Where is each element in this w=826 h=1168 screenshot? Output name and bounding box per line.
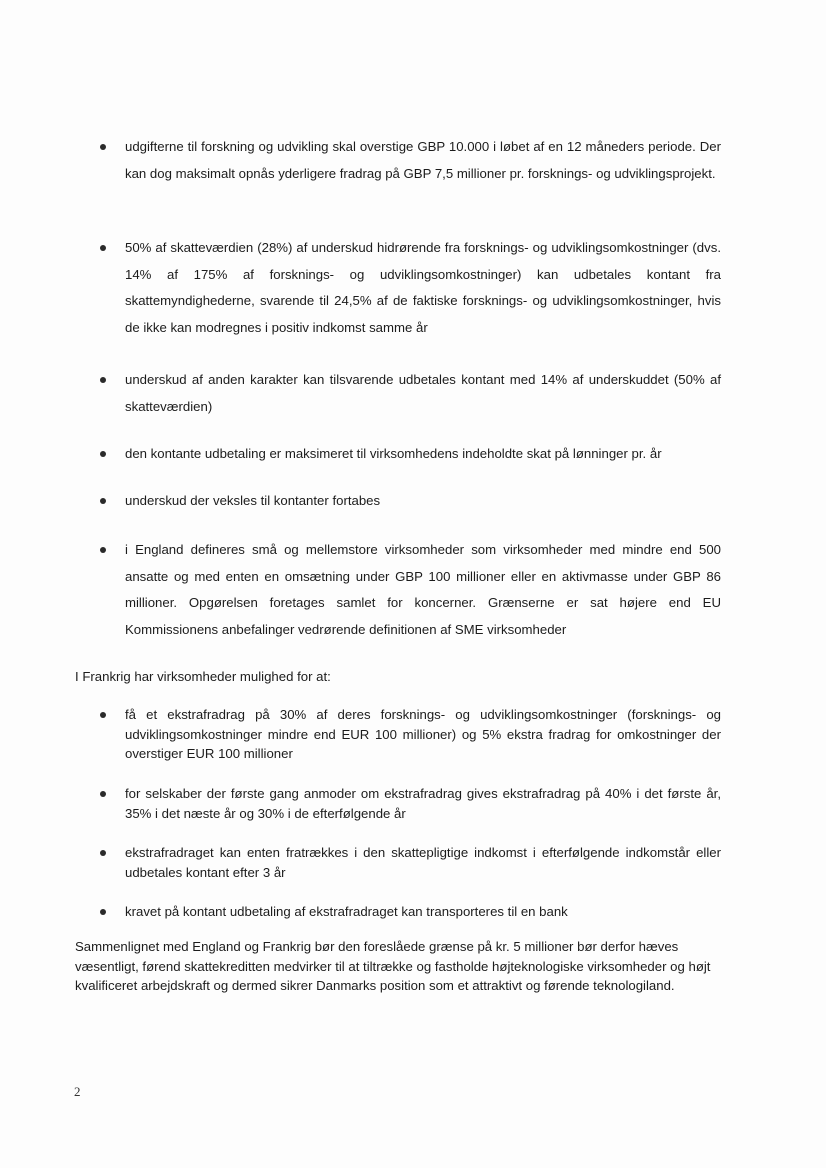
bullet-text: udgifterne til forskning og udvikling skal overstige GBP 10.000 i løbet af en 12 måneders periode. Der kan dog maksimalt opnås yderligere fradrag på GBP 7,5 millioner pr. forsknings- og udviklingsprojekt. [125,139,721,181]
bullet-text: underskud af anden karakter kan tilsvarende udbetales kontant med 14% af underskuddet (50% af skatteværdien) [125,372,721,414]
bullet-text: i England defineres små og mellemstore virksomheder som virksomheder med mindre end 500 ansatte og med enten en omsætning under GBP 100 millioner eller en aktivmasse under GBP 86 millioner. Opgørelsen foretages samlet for koncerner. Grænserne er sat højere end EU Kommissionens anbefalinger vedrørende definitionen af SME virksomheder [125,542,721,637]
bullet-icon [100,498,106,504]
france-intro: I Frankrig har virksomheder mulighed for at: [75,669,331,684]
bullet-text: kravet på kontant udbetaling af ekstrafradraget kan transporteres til en bank [125,904,568,919]
bullet-icon [100,451,106,457]
bullet-icon [100,850,106,856]
bullet-icon [100,377,106,383]
bullet-icon [100,245,106,251]
bullet-text: få et ekstrafradrag på 30% af deres forsknings- og udviklingsomkostninger (forsknings- og udviklingsomkostninger mindre end EUR 100 millioner) og 5% ekstra fradrag for omkostninger der overstiger EUR 100 millioner [125,707,721,761]
bullet-text: den kontante udbetaling er maksimeret til virksomhedens indeholdte skat på lønninger pr. år [125,446,662,461]
page-number: 2 [74,1084,81,1099]
closing-paragraph: Sammenlignet med England og Frankrig bør den foreslåede grænse på kr. 5 millioner bør derfor hæves væsentligt, førend skattekreditten medvirker til at tiltrække og fastholde højteknologiske virksomheder og højt kvalificeret arbejdskraft og dermed sikrer Danmarks position som et attraktivt og førende teknologiland. [75,939,711,993]
bullet-text: underskud der veksles til kontanter fortabes [125,493,381,508]
bullet-icon [100,909,106,915]
bullet-text: for selskaber der første gang anmoder om ekstrafradrag gives ekstrafradrag på 40% i det første år, 35% i det næste år og 30% i de efterfølgende år [125,786,721,821]
bullet-icon [100,791,106,797]
bullet-text: ekstrafradraget kan enten fratrækkes i den skattepligtige indkomst i efterfølgende indkomstår eller udbetales kontant efter 3 år [125,845,721,880]
bullet-text: 50% af skatteværdien (28%) af underskud hidrørende fra forsknings- og udviklingsomkostninger (dvs. 14% af 175% af forsknings- og udviklingsomkostninger) kan udbetales kontant fra skattemyndighederne, svarende til 24,5% af de faktiske forsknings- og udviklingsomkostninger, hvis de ikke kan modregnes i positiv indkomst samme år [125,240,721,335]
bullet-icon [100,547,106,553]
bullet-icon [100,712,106,718]
bullet-icon [100,144,106,150]
